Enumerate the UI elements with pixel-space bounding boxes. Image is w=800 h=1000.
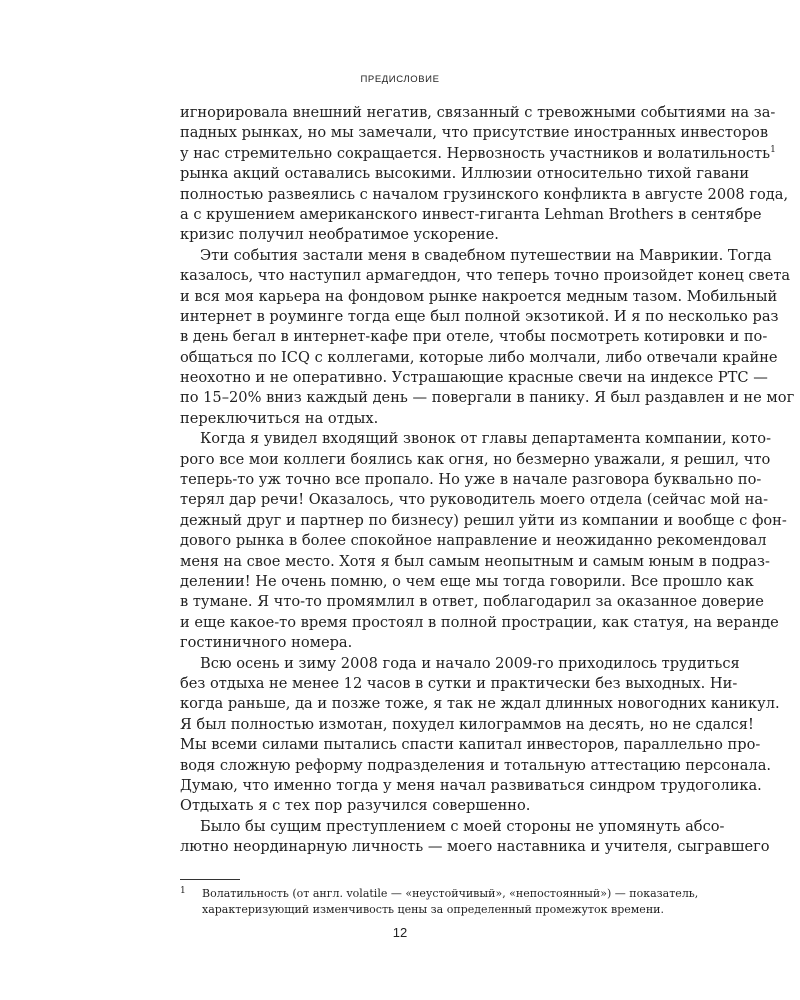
text-line: гостиничного номера. <box>180 634 353 652</box>
body-text <box>180 103 795 857</box>
text-line: падных рынках, но мы замечали, что присутствие иностранных инвесторов <box>180 124 769 142</box>
text-line: Было бы сущим преступлением с моей стороны не упомянуть абсо- <box>200 817 725 835</box>
text-line: дового рынка в более спокойное направление и неожиданно рекомендовал <box>180 532 767 550</box>
text-line: Отдыхать я с тех пор разучился совершенно. <box>180 797 531 815</box>
text-line: рынка акций оставались высокими. Иллюзии относительно тихой гавани <box>180 165 750 183</box>
text-line: делении! Не очень помню, о чем еще мы тогда говорили. Все прошло как <box>180 572 754 590</box>
text-line: кризис получил необратимое ускорение. <box>180 226 499 244</box>
page-number: 12 <box>392 925 408 940</box>
text-line: казалось, что наступил армагеддон, что теперь точно произойдет конец света <box>180 267 791 285</box>
footnote-line: характеризующий изменчивость цены за определенный промежуток времени. <box>202 902 664 916</box>
text-line: и еще какое-то время простоял в полной прострации, как статуя, на веранде <box>180 613 779 631</box>
running-header: ПРЕДИСЛОВИЕ <box>360 74 440 85</box>
footnote-divider <box>180 879 240 880</box>
text-line: Всю осень и зиму 2008 года и начало 2009-го приходилось трудиться <box>200 654 740 672</box>
footnote-reference[interactable]: 1 <box>770 144 776 155</box>
text-line: в день бегал в интернет-кафе при отеле, чтобы посмотреть котировки и по- <box>180 328 768 346</box>
text-line: теперь-то уж точно все пропало. Но уже в начале разговора буквально по- <box>180 471 762 489</box>
text-line: по 15–20% вниз каждый день — повергали в панику. Я был раздавлен и не мог <box>180 389 795 407</box>
text-line <box>180 144 776 164</box>
text-line: неохотно и не оперативно. Устрашающие красные свечи на индексе РТС — <box>180 369 768 387</box>
text-line: Я был полностью измотан, похудел килограммов на десять, но не сдался! <box>180 715 754 733</box>
text-line: меня на свое место. Хотя я был самым неопытным и самым юным в подраз- <box>180 552 770 570</box>
text-line: водя сложную реформу подразделения и тотальную аттестацию персонала. <box>180 756 772 774</box>
text-line: полностью развеялись с началом грузинского конфликта в августе 2008 года, <box>180 185 789 203</box>
text-line: в тумане. Я что-то промямлил в ответ, поблагодарил за оказанное доверие <box>180 593 764 611</box>
text-line: и вся моя карьера на фондовом рынке накроется медным тазом. Мобильный <box>180 287 778 305</box>
text-line: когда раньше, да и позже тоже, я так не ждал длинных новогодних каникул. <box>180 695 780 713</box>
text-line: рого все мои коллеги боялись как огня, но безмерно уважали, я решил, что <box>180 450 771 468</box>
text-line: а с крушением американского инвест-гиганта Lehman Brothers в сентябре <box>180 205 762 223</box>
text-line: Эти события застали меня в свадебном путешествии на Маврикии. Тогда <box>200 246 772 264</box>
footnote-body <box>202 886 699 917</box>
text-line-content: у нас стремительно сокращается. Нервозность участников и волатильность <box>180 144 771 162</box>
footnote-line: Волатильность (от англ. volatile — «неустойчивый», «непостоянный») — показатель, <box>202 887 699 900</box>
text-line: Когда я увидел входящий звонок от главы департамента компании, кото- <box>200 430 772 448</box>
text-line: Думаю, что именно тогда у меня начал развиваться синдром трудоголика. <box>180 776 762 794</box>
text-line: игнорировала внешний негатив, связанный с тревожными событиями на за- <box>180 104 776 121</box>
text-line: Мы всеми силами пытались спасти капитал инвесторов, параллельно про- <box>180 736 761 754</box>
text-line: терял дар речи! Оказалось, что руководитель моего отдела (сейчас мой на- <box>180 491 769 509</box>
text-line: лютно неординарную личность — моего наставника и учителя, сыгравшего <box>180 838 770 856</box>
text-line: общаться по ICQ с коллегами, которые либо молчали, либо отвечали крайне <box>180 348 778 366</box>
text-line: интернет в роуминге тогда еще был полной экзотикой. И я по несколько раз <box>180 307 779 325</box>
text-line: переключиться на отдых. <box>180 409 379 427</box>
footnote <box>180 886 699 917</box>
footnote-number: 1 <box>180 886 186 896</box>
text-line: без отдыха не менее 12 часов в сутки и практически без выходных. Ни- <box>180 674 738 692</box>
text-line: дежный друг и партнер по бизнесу) решил уйти из компании и вообще с фон- <box>180 511 787 529</box>
